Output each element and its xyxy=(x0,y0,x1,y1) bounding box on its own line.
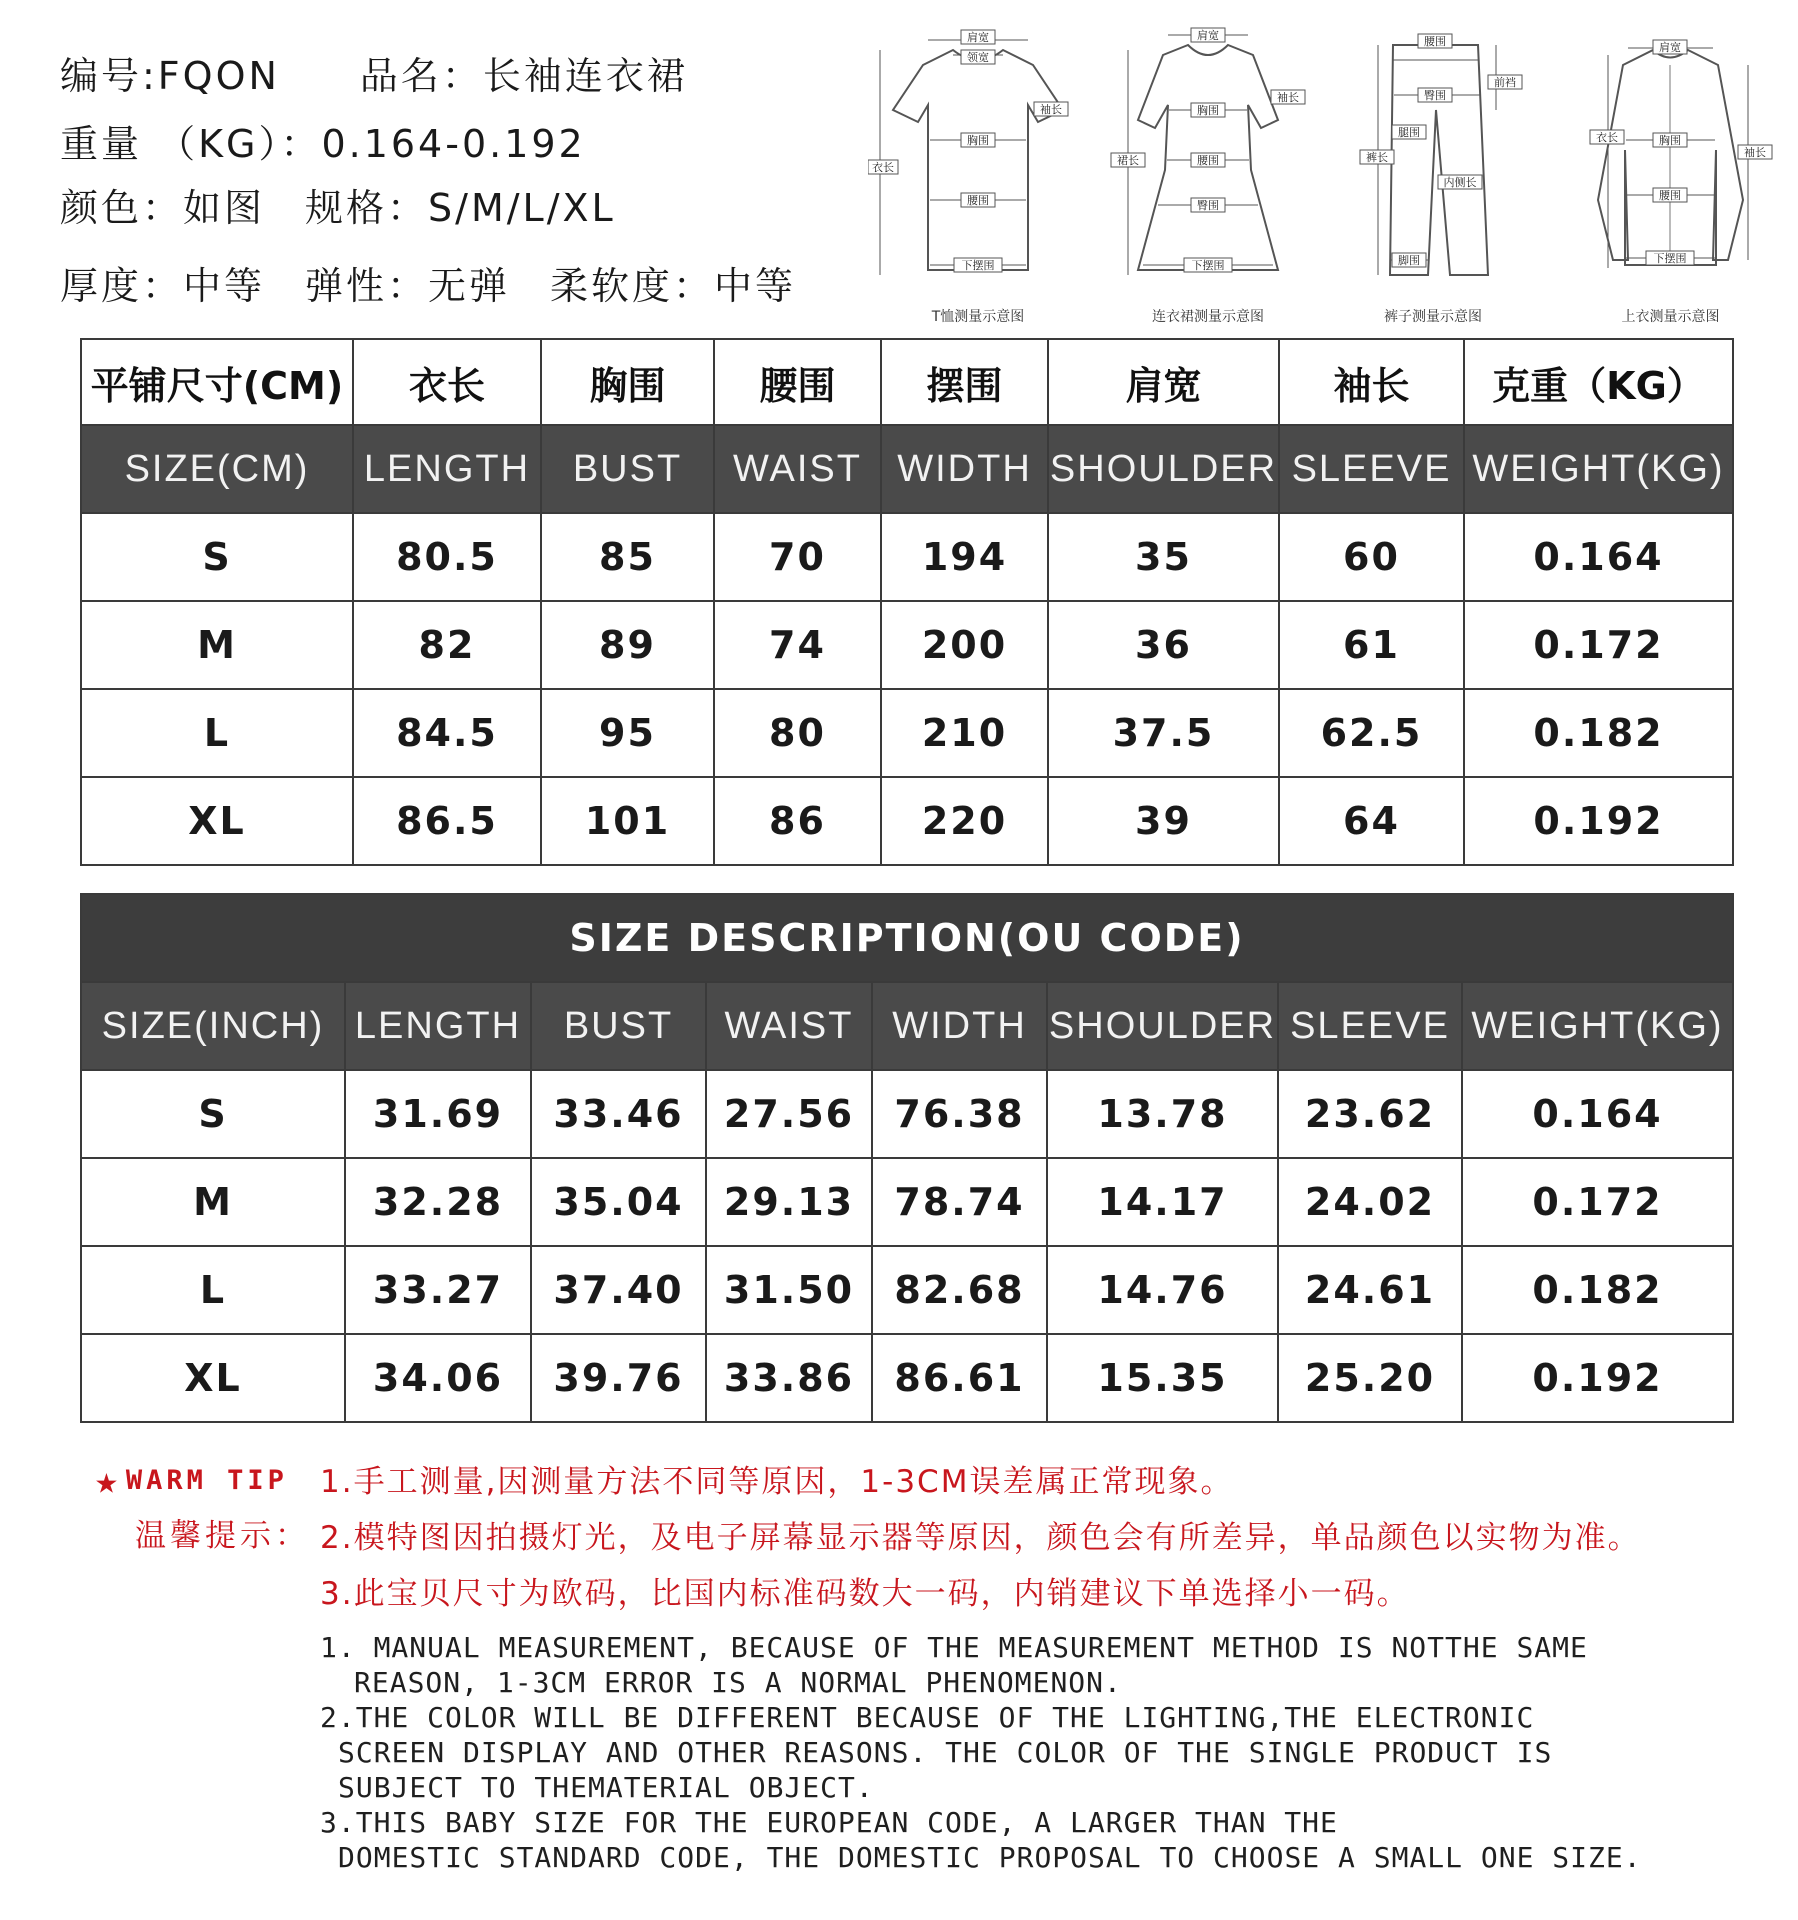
diagram-label: 肩宽 xyxy=(1197,29,1219,42)
product-spec: 规格：S/M/L/XL xyxy=(305,186,616,230)
value-cell: 33.86 xyxy=(706,1334,872,1422)
tip-en-line: SUBJECT TO THEMATERIAL OBJECT. xyxy=(338,1771,874,1804)
diagram-label: 胸围 xyxy=(1659,134,1681,147)
star-icon: ★ xyxy=(95,1458,122,1502)
diagram-label: 肩宽 xyxy=(1659,41,1681,54)
header-cell: SIZE(INCH) xyxy=(81,982,345,1070)
diagram-label: 腰围 xyxy=(1659,189,1681,202)
size-cell: M xyxy=(81,1158,345,1246)
inch-table-en-header xyxy=(81,982,1733,1070)
header-cell: SLEEVE xyxy=(1278,982,1462,1070)
tip-zh-1: 1.手工测量,因测量方法不同等原因，1-3CM误差属正常现象。 xyxy=(320,1464,1234,1500)
product-elasticity: 弹性：无弹 xyxy=(305,264,511,308)
value-cell: 24.61 xyxy=(1278,1246,1462,1334)
tip-en-line: 3.THIS BABY SIZE FOR THE EUROPEAN CODE, A LARGER THAN THE xyxy=(320,1806,1338,1839)
diagram-caption: 裤子测量示意图 xyxy=(1384,309,1482,325)
diagram-label: 下摆围 xyxy=(961,259,995,272)
value-cell: 84.5 xyxy=(353,689,541,777)
shirt-illustration xyxy=(1558,10,1783,300)
header-cell: 腰围 xyxy=(714,339,881,425)
product-softness: 柔软度：中等 xyxy=(550,264,797,308)
value-cell: 37.5 xyxy=(1048,689,1279,777)
value-cell: 31.69 xyxy=(345,1070,531,1158)
info-row-3 xyxy=(60,177,616,232)
diagram-label: 臀围 xyxy=(1424,89,1446,102)
diagram-label: 袖长 xyxy=(1040,103,1062,116)
value-cell: 80.5 xyxy=(353,513,541,601)
value-cell: 14.76 xyxy=(1047,1246,1278,1334)
diagram-label: 腿围 xyxy=(1398,126,1420,139)
tshirt-illustration xyxy=(868,10,1088,300)
value-cell: 86.5 xyxy=(353,777,541,865)
dress-illustration xyxy=(1103,10,1313,300)
diagram-label: 前裆 xyxy=(1494,76,1516,89)
header-cell: 衣长 xyxy=(353,339,541,425)
product-code: 编号:FQON xyxy=(60,54,280,98)
diagram-label: 衣长 xyxy=(1596,131,1618,144)
table-row xyxy=(81,1334,1733,1422)
value-cell: 80 xyxy=(714,689,881,777)
header-cell: WIDTH xyxy=(872,982,1047,1070)
value-cell: 39.76 xyxy=(531,1334,706,1422)
diagram-label: 腰围 xyxy=(1197,154,1219,167)
value-cell: 36 xyxy=(1048,601,1279,689)
product-color: 颜色：如图 xyxy=(60,186,266,230)
value-cell: 15.35 xyxy=(1047,1334,1278,1422)
diagram-caption: T恤测量示意图 xyxy=(931,309,1025,325)
value-cell: 33.46 xyxy=(531,1070,706,1158)
size-table-cm xyxy=(80,338,1734,866)
tip-en-line: REASON, 1-3CM ERROR IS A NORMAL PHENOMENON. xyxy=(354,1666,1122,1699)
tip-zh-2: 2.模特图因拍摄灯光，及电子屏幕显示器等原因，颜色会有所差异，单品颜色以实物为准。 xyxy=(320,1520,1641,1556)
tip-en-line: DOMESTIC STANDARD CODE, THE DOMESTIC PROPOSAL TO CHOOSE A SMALL ONE SIZE. xyxy=(338,1841,1642,1874)
diagram-label: 裙长 xyxy=(1117,154,1139,167)
value-cell: 78.74 xyxy=(872,1158,1047,1246)
diagram-label: 肩宽 xyxy=(967,31,989,44)
value-cell: 0.164 xyxy=(1462,1070,1733,1158)
value-cell: 60 xyxy=(1279,513,1464,601)
diagram-label: 衣长 xyxy=(872,161,894,174)
size-cell: S xyxy=(81,513,353,601)
shirt-diagram xyxy=(1558,10,1783,330)
header-cell: 袖长 xyxy=(1279,339,1464,425)
value-cell: 74 xyxy=(714,601,881,689)
value-cell: 0.172 xyxy=(1464,601,1733,689)
value-cell: 85 xyxy=(541,513,714,601)
value-cell: 25.20 xyxy=(1278,1334,1462,1422)
size-cell: XL xyxy=(81,1334,345,1422)
table-row xyxy=(81,601,1733,689)
value-cell: 39 xyxy=(1048,777,1279,865)
inch-table-title: SIZE DESCRIPTION(OU CODE) xyxy=(81,894,1733,982)
value-cell: 70 xyxy=(714,513,881,601)
size-table-inch xyxy=(80,893,1734,1423)
diagram-label: 裤长 xyxy=(1366,151,1388,164)
pants-illustration xyxy=(1338,10,1528,300)
value-cell: 34.06 xyxy=(345,1334,531,1422)
header-cell: SLEEVE xyxy=(1279,425,1464,513)
diagram-label: 腰围 xyxy=(967,194,989,207)
value-cell: 23.62 xyxy=(1278,1070,1462,1158)
value-cell: 82 xyxy=(353,601,541,689)
product-name: 品名：长袖连衣裙 xyxy=(359,54,688,98)
header-cell: WEIGHT(KG) xyxy=(1462,982,1733,1070)
value-cell: 86.61 xyxy=(872,1334,1047,1422)
warm-tip-text: WARM TIP xyxy=(125,1465,288,1496)
table-row xyxy=(81,777,1733,865)
header-cell: 胸围 xyxy=(541,339,714,425)
diagram-label: 内侧长 xyxy=(1443,176,1477,189)
value-cell: 86 xyxy=(714,777,881,865)
value-cell: 194 xyxy=(881,513,1048,601)
value-cell: 0.182 xyxy=(1462,1246,1733,1334)
header-cell: WAIST xyxy=(714,425,881,513)
header-cell: WEIGHT(KG) xyxy=(1464,425,1733,513)
value-cell: 220 xyxy=(881,777,1048,865)
table-row xyxy=(81,1070,1733,1158)
value-cell: 210 xyxy=(881,689,1048,777)
value-cell: 64 xyxy=(1279,777,1464,865)
tip-zh-3: 3.此宝贝尺寸为欧码，比国内标准码数大一码，内销建议下单选择小一码。 xyxy=(320,1576,1410,1612)
size-cell: L xyxy=(81,689,353,777)
value-cell: 82.68 xyxy=(872,1246,1047,1334)
cm-table-en-header xyxy=(81,425,1733,513)
diagram-label: 袖长 xyxy=(1744,146,1766,159)
tip-en-line: 1. MANUAL MEASUREMENT, BECAUSE OF THE MEASUREMENT METHOD IS NOTTHE SAME xyxy=(320,1631,1588,1664)
measurement-diagrams xyxy=(868,10,1788,330)
diagram-label: 腰围 xyxy=(1424,35,1446,48)
product-thickness: 厚度：中等 xyxy=(60,264,266,308)
header-cell: 克重（KG） xyxy=(1464,339,1733,425)
diagram-label: 脚围 xyxy=(1398,254,1420,267)
pants-diagram xyxy=(1338,10,1528,330)
size-cell: L xyxy=(81,1246,345,1334)
value-cell: 27.56 xyxy=(706,1070,872,1158)
tip-en-line: 2.THE COLOR WILL BE DIFFERENT BECAUSE OF THE LIGHTING,THE ELECTRONIC xyxy=(320,1701,1535,1734)
header-cell: SHOULDER xyxy=(1048,425,1279,513)
info-row-1 xyxy=(60,45,688,100)
value-cell: 0.172 xyxy=(1462,1158,1733,1246)
value-cell: 29.13 xyxy=(706,1158,872,1246)
header-cell: 平铺尺寸(CM) xyxy=(81,339,353,425)
header-cell: SHOULDER xyxy=(1047,982,1278,1070)
info-row-4 xyxy=(60,255,796,310)
value-cell: 35 xyxy=(1048,513,1279,601)
product-weight: 重量 （KG）：0.164-0.192 xyxy=(60,122,586,166)
value-cell: 14.17 xyxy=(1047,1158,1278,1246)
value-cell: 32.28 xyxy=(345,1158,531,1246)
table-row xyxy=(81,1158,1733,1246)
header-cell: LENGTH xyxy=(353,425,541,513)
header-cell: WAIST xyxy=(706,982,872,1070)
diagram-caption: 连衣裙测量示意图 xyxy=(1152,309,1264,325)
value-cell: 0.182 xyxy=(1464,689,1733,777)
header-cell: BUST xyxy=(541,425,714,513)
diagram-caption: 上衣测量示意图 xyxy=(1621,309,1720,325)
size-cell: M xyxy=(81,601,353,689)
cm-table-zh-header xyxy=(81,339,1733,425)
diagram-label: 臀围 xyxy=(1197,199,1219,212)
diagram-label: 下摆围 xyxy=(1653,252,1687,265)
value-cell: 89 xyxy=(541,601,714,689)
tips-en xyxy=(320,1630,1760,1875)
inch-table-title-row xyxy=(81,894,1733,982)
warm-tip-label xyxy=(95,1458,288,1502)
diagram-label: 胸围 xyxy=(1197,104,1219,117)
value-cell: 0.192 xyxy=(1462,1334,1733,1422)
table-row xyxy=(81,689,1733,777)
value-cell: 0.164 xyxy=(1464,513,1733,601)
header-cell: LENGTH xyxy=(345,982,531,1070)
value-cell: 62.5 xyxy=(1279,689,1464,777)
value-cell: 24.02 xyxy=(1278,1158,1462,1246)
size-cell: S xyxy=(81,1070,345,1158)
diagram-label: 胸围 xyxy=(967,134,989,147)
size-cell: XL xyxy=(81,777,353,865)
header-cell: SIZE(CM) xyxy=(81,425,353,513)
header-cell: BUST xyxy=(531,982,706,1070)
value-cell: 101 xyxy=(541,777,714,865)
tip-en-line: SCREEN DISPLAY AND OTHER REASONS. THE COLOR OF THE SINGLE PRODUCT IS xyxy=(338,1736,1553,1769)
diagram-label: 下摆围 xyxy=(1191,259,1225,272)
warm-tip-zh-label: 温馨提示： xyxy=(135,1518,310,1554)
diagram-label: 领宽 xyxy=(967,51,989,64)
table-row xyxy=(81,1246,1733,1334)
dress-diagram xyxy=(1103,10,1313,330)
value-cell: 95 xyxy=(541,689,714,777)
value-cell: 200 xyxy=(881,601,1048,689)
header-cell: 肩宽 xyxy=(1048,339,1279,425)
value-cell: 31.50 xyxy=(706,1246,872,1334)
value-cell: 61 xyxy=(1279,601,1464,689)
value-cell: 13.78 xyxy=(1047,1070,1278,1158)
value-cell: 33.27 xyxy=(345,1246,531,1334)
diagram-label: 袖长 xyxy=(1277,91,1299,104)
value-cell: 76.38 xyxy=(872,1070,1047,1158)
table-row xyxy=(81,513,1733,601)
header-cell: WIDTH xyxy=(881,425,1048,513)
value-cell: 35.04 xyxy=(531,1158,706,1246)
tshirt-diagram xyxy=(868,10,1088,330)
value-cell: 37.40 xyxy=(531,1246,706,1334)
value-cell: 0.192 xyxy=(1464,777,1733,865)
header-cell: 摆围 xyxy=(881,339,1048,425)
